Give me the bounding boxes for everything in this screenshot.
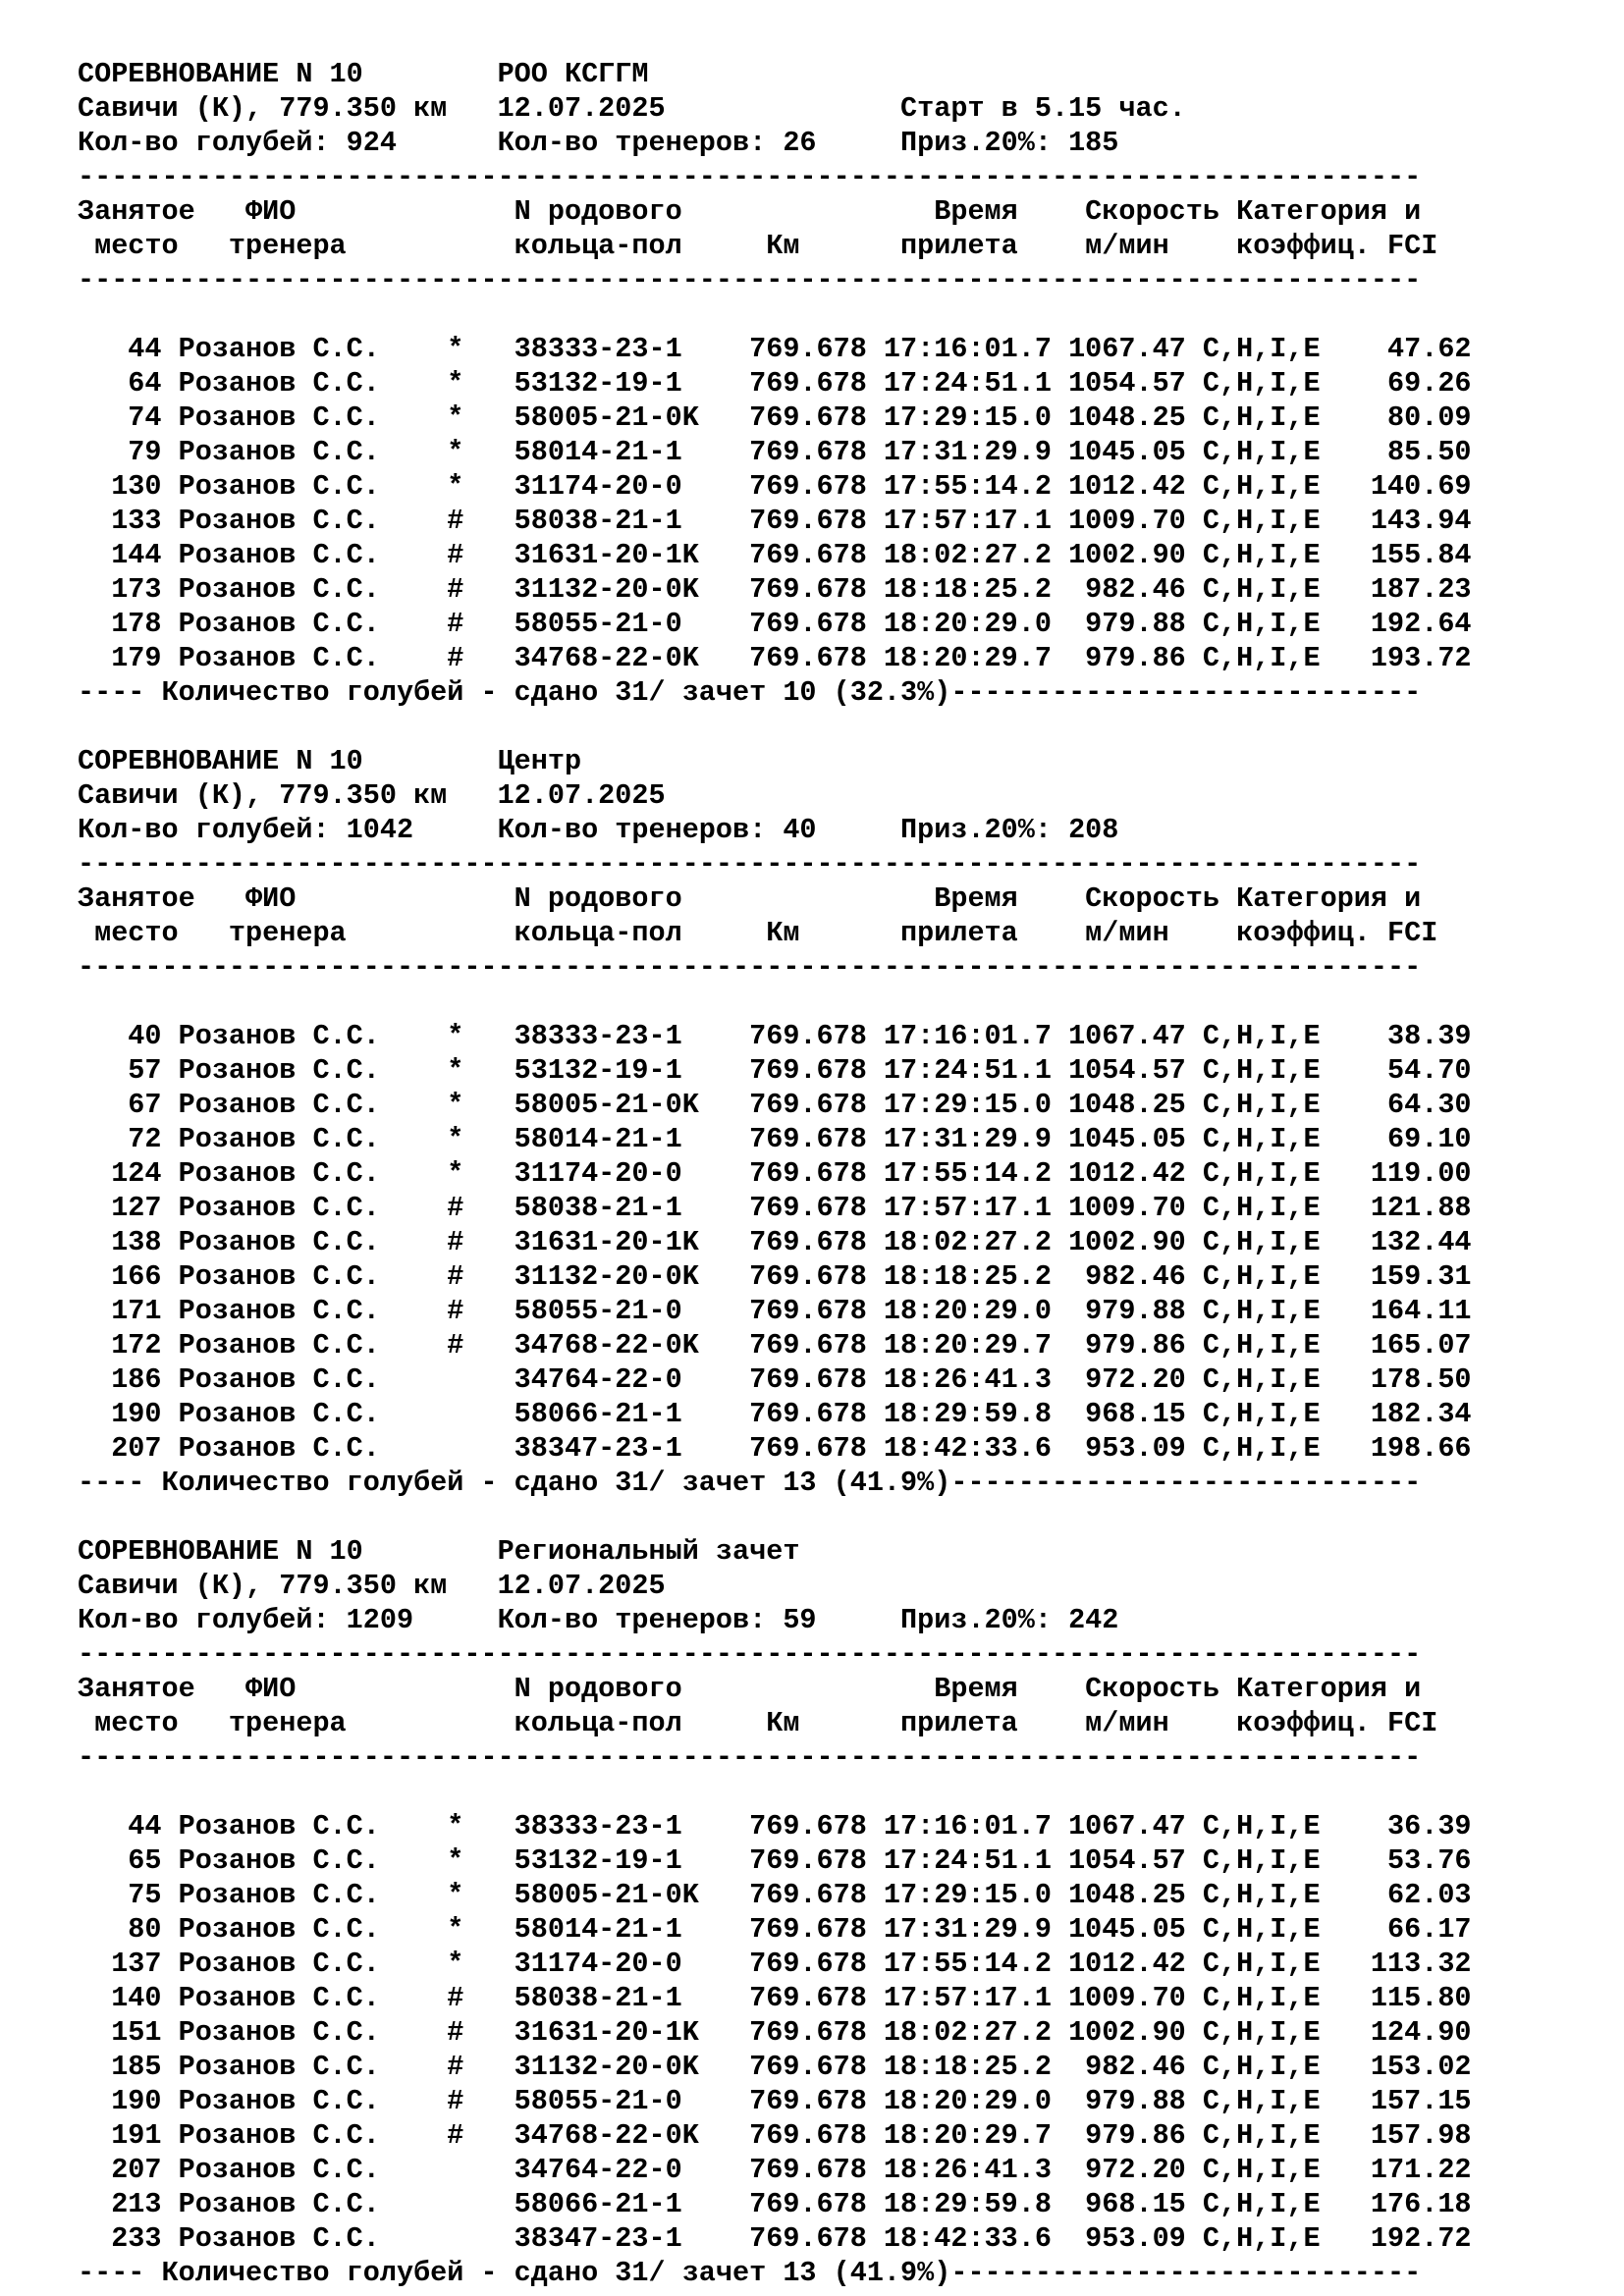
result-row: 172 Розанов С.С. # 34768-22-0K 769.678 18:20:29.7 979.86 C,H,I,E 165.07 (78, 1329, 1472, 1362)
result-row: 144 Розанов С.С. # 31631-20-1K 769.678 18:02:27.2 1002.90 C,H,I,E 155.84 (78, 539, 1472, 571)
column-header-line-2: место тренера кольца-пол Км прилета м/мин коэффиц. FCI (78, 917, 1438, 949)
result-row: 233 Розанов С.С. 38347-23-1 769.678 18:42:33.6 953.09 C,H,I,E 192.72 (78, 2222, 1472, 2255)
section-footer: ---- Количество голубей - сдано 31/ зачет 13 (41.9%)---------------------------- (78, 1467, 1422, 1499)
result-row: 166 Розанов С.С. # 31132-20-0K 769.678 18:18:25.2 982.46 C,H,I,E 159.31 (78, 1260, 1472, 1293)
result-row: 186 Розанов С.С. 34764-22-0 769.678 18:26:41.3 972.20 C,H,I,E 178.50 (78, 1363, 1472, 1396)
column-header-line-2: место тренера кольца-пол Км прилета м/мин коэффиц. FCI (78, 1707, 1438, 1739)
divider: -------------------------------------------------------------------------------- (78, 951, 1422, 984)
result-row: 173 Розанов С.С. # 31132-20-0K 769.678 18:18:25.2 982.46 C,H,I,E 187.23 (78, 573, 1472, 606)
result-row: 137 Розанов С.С. * 31174-20-0 769.678 17:55:14.2 1012.42 C,H,I,E 113.32 (78, 1948, 1472, 1980)
column-header-line-1: Занятое ФИО N родового Время Скорость Категория и (78, 882, 1422, 915)
section-title-line: СОРЕВНОВАНИЕ N 10 Центр (78, 745, 582, 777)
result-row: 185 Розанов С.С. # 31132-20-0K 769.678 18:18:25.2 982.46 C,H,I,E 153.02 (78, 2051, 1472, 2083)
divider: -------------------------------------------------------------------------------- (78, 848, 1422, 881)
result-row: 40 Розанов С.С. * 38333-23-1 769.678 17:16:01.7 1067.47 C,H,I,E 38.39 (78, 1020, 1472, 1052)
result-row: 213 Розанов С.С. 58066-21-1 769.678 18:29:59.8 968.15 C,H,I,E 176.18 (78, 2188, 1472, 2220)
column-header-line-1: Занятое ФИО N родового Время Скорость Категория и (78, 1673, 1422, 1705)
result-row: 65 Розанов С.С. * 53132-19-1 769.678 17:24:51.1 1054.57 C,H,I,E 53.76 (78, 1844, 1472, 1877)
section-footer: ---- Количество голубей - сдано 31/ зачет 10 (32.3%)---------------------------- (78, 676, 1422, 709)
divider: -------------------------------------------------------------------------------- (78, 1741, 1422, 1774)
result-row: 124 Розанов С.С. * 31174-20-0 769.678 17:55:14.2 1012.42 C,H,I,E 119.00 (78, 1157, 1472, 1190)
result-row: 74 Розанов С.С. * 58005-21-0K 769.678 17:29:15.0 1048.25 C,H,I,E 80.09 (78, 401, 1472, 434)
section-title-line: СОРЕВНОВАНИЕ N 10 РОО КСГГМ (78, 58, 649, 90)
result-row: 79 Розанов С.С. * 58014-21-1 769.678 17:31:29.9 1045.05 C,H,I,E 85.50 (78, 436, 1472, 468)
result-row: 44 Розанов С.С. * 38333-23-1 769.678 17:16:01.7 1067.47 C,H,I,E 36.39 (78, 1810, 1472, 1842)
result-row: 140 Розанов С.С. # 58038-21-1 769.678 17:57:17.1 1009.70 C,H,I,E 115.80 (78, 1982, 1472, 2014)
result-row: 207 Розанов С.С. 38347-23-1 769.678 18:42:33.6 953.09 C,H,I,E 198.66 (78, 1432, 1472, 1465)
section-counts-line: Кол-во голубей: 1042 Кол-во тренеров: 40 Приз.20%: 208 (78, 814, 1119, 846)
section-title-line: СОРЕВНОВАНИЕ N 10 Региональный зачет (78, 1535, 800, 1568)
result-row: 138 Розанов С.С. # 31631-20-1K 769.678 18:02:27.2 1002.90 C,H,I,E 132.44 (78, 1226, 1472, 1258)
section-counts-line: Кол-во голубей: 924 Кол-во тренеров: 26 Приз.20%: 185 (78, 127, 1119, 159)
results-report (78, 57, 1550, 2290)
result-row: 133 Розанов С.С. # 58038-21-1 769.678 17:57:17.1 1009.70 C,H,I,E 143.94 (78, 505, 1472, 537)
result-row: 64 Розанов С.С. * 53132-19-1 769.678 17:24:51.1 1054.57 C,H,I,E 69.26 (78, 367, 1472, 400)
blank-line (78, 1500, 1550, 1534)
result-row: 57 Розанов С.С. * 53132-19-1 769.678 17:24:51.1 1054.57 C,H,I,E 54.70 (78, 1054, 1472, 1087)
blank-line (78, 297, 1550, 332)
result-row: 191 Розанов С.С. # 34768-22-0K 769.678 18:20:29.7 979.86 C,H,I,E 157.98 (78, 2119, 1472, 2152)
divider: -------------------------------------------------------------------------------- (78, 1638, 1422, 1671)
section-location-line: Савичи (К), 779.350 км 12.07.2025 (78, 1570, 901, 1602)
result-row: 80 Розанов С.С. * 58014-21-1 769.678 17:31:29.9 1045.05 C,H,I,E 66.17 (78, 1913, 1472, 1946)
blank-line (78, 985, 1550, 1019)
result-row: 179 Розанов С.С. # 34768-22-0K 769.678 18:20:29.7 979.86 C,H,I,E 193.72 (78, 642, 1472, 674)
section-counts-line: Кол-во голубей: 1209 Кол-во тренеров: 59 Приз.20%: 242 (78, 1604, 1119, 1636)
divider: -------------------------------------------------------------------------------- (78, 161, 1422, 193)
section-location-line: Савичи (К), 779.350 км 12.07.2025 Старт в 5.15 час. (78, 92, 1186, 125)
result-row: 178 Розанов С.С. # 58055-21-0 769.678 18:20:29.0 979.88 C,H,I,E 192.64 (78, 608, 1472, 640)
result-row: 75 Розанов С.С. * 58005-21-0K 769.678 17:29:15.0 1048.25 C,H,I,E 62.03 (78, 1879, 1472, 1911)
result-row: 127 Розанов С.С. # 58038-21-1 769.678 17:57:17.1 1009.70 C,H,I,E 121.88 (78, 1192, 1472, 1224)
divider: -------------------------------------------------------------------------------- (78, 264, 1422, 296)
result-row: 44 Розанов С.С. * 38333-23-1 769.678 17:16:01.7 1067.47 C,H,I,E 47.62 (78, 333, 1472, 365)
result-row: 207 Розанов С.С. 34764-22-0 769.678 18:26:41.3 972.20 C,H,I,E 171.22 (78, 2154, 1472, 2186)
section-footer: ---- Количество голубей - сдано 31/ зачет 13 (41.9%)---------------------------- (78, 2257, 1422, 2289)
result-row: 67 Розанов С.С. * 58005-21-0K 769.678 17:29:15.0 1048.25 C,H,I,E 64.30 (78, 1089, 1472, 1121)
blank-line (78, 710, 1550, 744)
column-header-line-2: место тренера кольца-пол Км прилета м/мин коэффиц. FCI (78, 230, 1438, 262)
result-row: 171 Розанов С.С. # 58055-21-0 769.678 18:20:29.0 979.88 C,H,I,E 164.11 (78, 1295, 1472, 1327)
blank-line (78, 1775, 1550, 1809)
result-row: 151 Розанов С.С. # 31631-20-1K 769.678 18:02:27.2 1002.90 C,H,I,E 124.90 (78, 2016, 1472, 2049)
result-row: 190 Розанов С.С. 58066-21-1 769.678 18:29:59.8 968.15 C,H,I,E 182.34 (78, 1398, 1472, 1430)
result-row: 190 Розанов С.С. # 58055-21-0 769.678 18:20:29.0 979.88 C,H,I,E 157.15 (78, 2085, 1472, 2117)
result-row: 130 Розанов С.С. * 31174-20-0 769.678 17:55:14.2 1012.42 C,H,I,E 140.69 (78, 470, 1472, 503)
column-header-line-1: Занятое ФИО N родового Время Скорость Категория и (78, 195, 1422, 228)
result-row: 72 Розанов С.С. * 58014-21-1 769.678 17:31:29.9 1045.05 C,H,I,E 69.10 (78, 1123, 1472, 1155)
section-location-line: Савичи (К), 779.350 км 12.07.2025 (78, 779, 901, 812)
